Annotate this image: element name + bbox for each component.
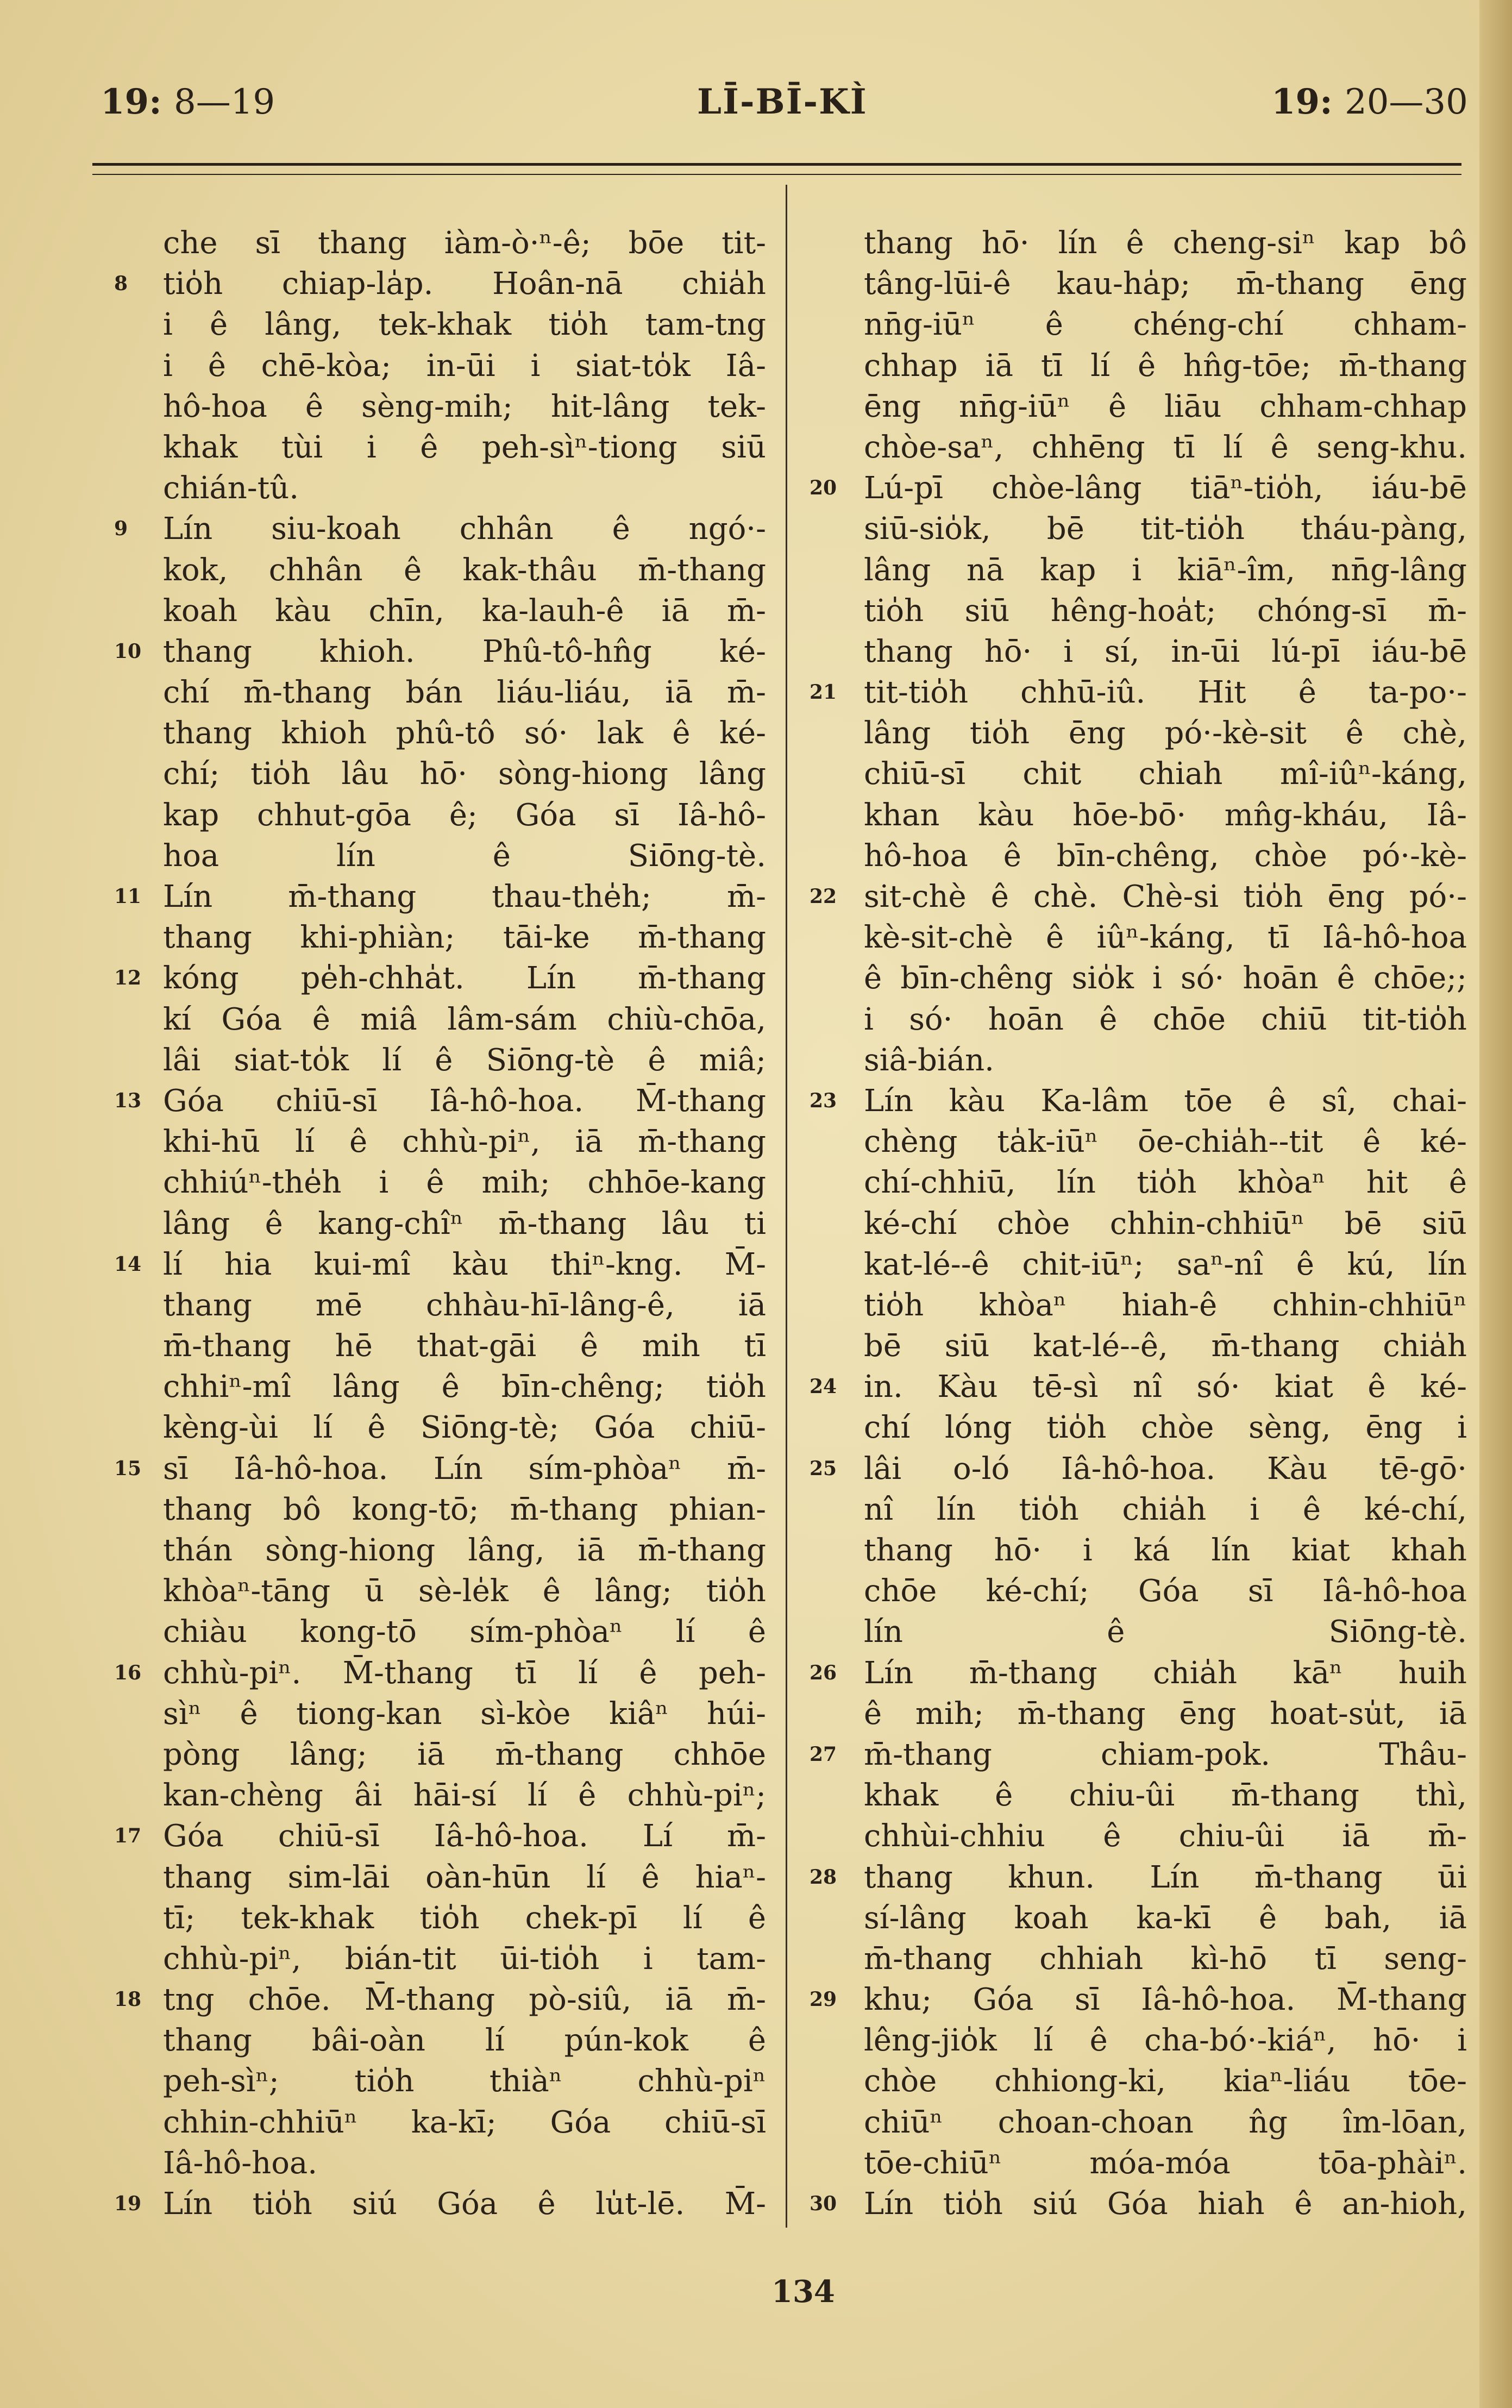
line-text: hoa lín ê Siōng-tè. <box>163 838 766 874</box>
line-text: chí; tio̍h lâu hō· sòng-hiong lâng <box>163 756 766 792</box>
line-text: kok, chhân ê kak-thâu m̄-thang <box>163 552 766 588</box>
line-text: chòe-saⁿ, chhēng tī lí ê seng-khu. <box>864 429 1467 465</box>
text-line <box>864 591 1467 631</box>
line-text: Góa chiū-sī Iâ-hô-hoa. Lí m̄- <box>163 1818 766 1854</box>
text-line <box>163 304 766 345</box>
text-line <box>163 2102 766 2143</box>
text-line <box>163 999 766 1040</box>
line-text: kí Góa ê miâ lâm-sám chiù-chōa, <box>163 1001 766 1037</box>
verse-number: 29 <box>810 1988 837 2011</box>
line-text: thang khioh. Phû-tô-hn̂g ké- <box>163 634 766 669</box>
line-text: chhiúⁿ-the̍h i ê mih; chhōe-kang <box>163 1165 766 1201</box>
line-text: chhù-piⁿ. M̄-thang tī lí ê peh- <box>163 1655 766 1691</box>
text-line <box>163 1489 766 1530</box>
header-right-range: 20—30 <box>1344 82 1468 122</box>
line-text: lâi o-ló Iâ-hô-hoa. Kàu tē-gō· <box>864 1451 1467 1487</box>
left-column <box>114 223 766 2224</box>
text-line <box>864 631 1467 672</box>
text-line <box>810 1653 1467 1694</box>
line-text: Lín m̄-thang thau-the̍h; m̄- <box>163 879 766 914</box>
verse-number: 23 <box>810 1089 837 1112</box>
line-text: tit-tio̍h chhū-iû. Hit ê ta-po·- <box>864 675 1467 711</box>
text-line <box>864 1530 1467 1571</box>
text-line <box>864 386 1467 427</box>
verse-number: 14 <box>114 1252 142 1276</box>
text-line <box>810 1081 1467 1121</box>
line-text: thang sim-lāi oàn-hūn lí ê hiaⁿ- <box>163 1859 766 1895</box>
text-line <box>864 754 1467 794</box>
line-text: khi-hū lí ê chhù-piⁿ, iā m̄-thang <box>163 1124 766 1160</box>
line-text: hô-hoa ê bīn-chêng, chòe pó·-kè- <box>864 838 1467 874</box>
line-text: tī; tek-khak tio̍h chek-pī lí ê <box>163 1900 766 1936</box>
text-line <box>163 591 766 631</box>
line-text: hô-hoa ê sèng-mih; hit-lâng tek- <box>163 388 766 424</box>
line-text: che sī thang iàm-ò·ⁿ-ê; bōe tit- <box>163 225 766 261</box>
text-line <box>163 1857 766 1898</box>
line-text: kat-lé--ê chit-iūⁿ; saⁿ-nî ê kú, lín <box>864 1246 1467 1282</box>
text-line <box>163 1326 766 1366</box>
line-text: tâng-lūi-ê kau-ha̍p; m̄-thang ēng <box>864 266 1467 302</box>
header-left-reference <box>101 81 275 122</box>
line-text: i ê lâng, tek-khak tio̍h tam-tng <box>163 307 766 343</box>
line-text: thán sòng-hiong lâng, iā m̄-thang <box>163 1533 766 1568</box>
verse-number: 20 <box>810 476 837 500</box>
verse-number: 28 <box>810 1865 837 1889</box>
text-line <box>163 795 766 836</box>
line-text: chí m̄-thang bán liáu-liáu, iā m̄- <box>163 675 766 711</box>
line-text: khu; Góa sī Iâ-hô-hoa. M̄-thang <box>864 1982 1467 2018</box>
text-line <box>864 264 1467 304</box>
verse-number: 21 <box>810 681 837 704</box>
verse-number: 18 <box>114 1988 142 2011</box>
header-left-range: 8—19 <box>173 82 275 122</box>
header-right-chapter: 19: <box>1271 81 1333 122</box>
line-text: pòng lâng; iā m̄-thang chhōe <box>163 1736 766 1772</box>
verse-number: 13 <box>114 1089 142 1112</box>
text-line <box>114 1653 766 1694</box>
text-line <box>810 1734 1467 1775</box>
text-line <box>864 1489 1467 1530</box>
line-text: kèng-ùi lí ê Siōng-tè; Góa chiū- <box>163 1410 766 1446</box>
text-line <box>163 223 766 264</box>
text-line <box>810 1366 1467 1407</box>
verse-number: 9 <box>114 517 128 541</box>
verse-number: 11 <box>114 885 142 908</box>
text-line <box>864 795 1467 836</box>
text-line <box>810 1448 1467 1489</box>
text-line <box>163 754 766 794</box>
column-divider <box>786 185 787 2228</box>
line-text: Iâ-hô-hoa. <box>163 2145 318 2181</box>
line-text: nî lín tio̍h chia̍h i ê ké-chí, <box>864 1491 1467 1527</box>
verse-number: 19 <box>114 2192 142 2215</box>
line-text: thang khi-phiàn; tāi-ke m̄-thang <box>163 920 766 956</box>
text-line <box>810 672 1467 713</box>
text-line <box>810 2184 1467 2224</box>
text-line <box>864 1816 1467 1857</box>
line-text: thang bô kong-tō; m̄-thang phian- <box>163 1491 766 1527</box>
text-line <box>864 427 1467 468</box>
text-line <box>163 917 766 958</box>
line-text: thang mē chhàu-hī-lâng-ê, iā <box>163 1287 766 1323</box>
text-line <box>163 427 766 468</box>
line-text: tio̍h chiap-la̍p. Hoân-nā chia̍h <box>163 266 766 302</box>
line-text: Lín tio̍h siú Góa hiah ê an-hioh, <box>864 2186 1467 2222</box>
line-text: sī Iâ-hô-hoa. Lín sím-phòaⁿ m̄- <box>163 1451 766 1487</box>
text-line <box>864 1121 1467 1162</box>
line-text: chhin-chhiūⁿ ka-kī; Góa chiū-sī <box>163 2104 766 2140</box>
line-text: ê mih; m̄-thang ēng hoat-su̍t, iā <box>864 1696 1467 1732</box>
line-text: chiū-sī chit chiah mî-iûⁿ-káng, <box>864 756 1467 792</box>
text-line <box>163 1775 766 1816</box>
text-line <box>864 1326 1467 1366</box>
verse-number: 12 <box>114 967 142 990</box>
header-right-reference <box>1271 81 1468 122</box>
text-line <box>114 509 766 549</box>
text-line <box>864 2143 1467 2184</box>
line-text: sí-lâng koah ka-kī ê bah, iā <box>864 1900 1467 1936</box>
line-text: Lín tio̍h siú Góa ê lu̍t-lē. M̄- <box>163 2186 766 2222</box>
line-text: kè-sit-chè ê iûⁿ-káng, tī Iâ-hô-hoa <box>864 920 1467 956</box>
line-text: chòe chhiong-ki, kiaⁿ-liáu tōe- <box>864 2064 1467 2099</box>
line-text: m̄-thang chiam-pok. Thâu- <box>864 1736 1467 1772</box>
line-text: tio̍h khòaⁿ hiah-ê chhin-chhiūⁿ <box>864 1287 1467 1323</box>
line-text: thang hō· i ká lín kiat khah <box>864 1533 1467 1568</box>
line-text: chèng ta̍k-iūⁿ ōe-chia̍h--tit ê ké- <box>864 1124 1467 1160</box>
line-text: siū-sio̍k, bē tit-tio̍h tháu-pàng, <box>864 511 1467 547</box>
line-text: chí lóng tio̍h chòe sèng, ēng i <box>864 1410 1467 1446</box>
text-line <box>114 1448 766 1489</box>
text-line <box>163 1366 766 1407</box>
verse-number: 26 <box>810 1661 837 1684</box>
line-text: lâi siat-to̍k lí ê Siōng-tè ê miâ; <box>163 1042 766 1078</box>
text-line <box>864 2020 1467 2061</box>
header-rule-thick <box>92 163 1461 166</box>
text-line <box>810 1979 1467 2020</box>
text-line <box>114 1081 766 1121</box>
line-text: sit-chè ê chè. Chè-si tio̍h ēng pó·- <box>864 879 1467 914</box>
text-line <box>114 264 766 304</box>
text-line <box>163 713 766 754</box>
text-line <box>163 2143 766 2184</box>
text-line <box>864 304 1467 345</box>
line-text: kan-chèng âi hāi-sí lí ê chhù-piⁿ; <box>163 1778 766 1814</box>
verse-number: 25 <box>810 1457 837 1480</box>
line-text: tng chōe. M̄-thang pò-siû, iā m̄- <box>163 1982 766 2018</box>
line-text: chhiⁿ-mî lâng ê bīn-chêng; tio̍h <box>163 1369 766 1405</box>
line-text: chiàu kong-tō sím-phòaⁿ lí ê <box>163 1614 766 1650</box>
text-line <box>864 999 1467 1040</box>
verse-number: 10 <box>114 639 142 663</box>
line-text: koah kàu chīn, ka-lauh-ê iā m̄- <box>163 593 766 629</box>
line-text: khak ê chiu-ûi m̄-thang thì, <box>864 1778 1467 1814</box>
text-line <box>114 1816 766 1857</box>
text-line <box>864 1162 1467 1203</box>
text-line <box>864 1898 1467 1939</box>
line-text: ēng nn̄g-iūⁿ ê liāu chham-chhap <box>864 388 1467 424</box>
text-line <box>864 1244 1467 1285</box>
line-text: chí-chhiū, lín tio̍h khòaⁿ hit ê <box>864 1165 1467 1201</box>
line-text: tōe-chiūⁿ móa-móa tōa-phàiⁿ. <box>864 2145 1467 2181</box>
text-line <box>163 346 766 386</box>
running-header <box>0 81 1512 130</box>
verse-number: 24 <box>810 1375 837 1399</box>
line-text: chián-tû. <box>163 471 299 506</box>
text-line <box>163 1407 766 1448</box>
line-text: i só· hoān ê chōe chiū tit-tio̍h <box>864 1001 1467 1037</box>
text-line <box>163 836 766 876</box>
text-line <box>864 223 1467 264</box>
text-line <box>114 958 766 999</box>
text-line <box>163 2061 766 2102</box>
text-line <box>163 386 766 427</box>
text-line <box>864 1571 1467 1611</box>
line-text: peh-sìⁿ; tio̍h thiàⁿ chhù-piⁿ <box>163 2064 766 2099</box>
page-edge <box>1479 0 1512 2408</box>
text-line <box>163 1162 766 1203</box>
line-text: Lín siu-koah chhân ê ngó·- <box>163 511 766 547</box>
text-line <box>163 1611 766 1652</box>
text-line <box>163 672 766 713</box>
text-line <box>114 1979 766 2020</box>
line-text: i ê chē-kòa; in-ūi i siat-to̍k Iâ- <box>163 348 766 384</box>
text-line <box>163 1734 766 1775</box>
text-line <box>810 876 1467 917</box>
text-line <box>864 1203 1467 1244</box>
text-line <box>864 1939 1467 1979</box>
line-text: nn̄g-iūⁿ ê chéng-chí chham- <box>864 307 1467 343</box>
right-column <box>810 223 1467 2224</box>
verse-number: 15 <box>114 1457 142 1480</box>
line-text: Lín m̄-thang chia̍h kāⁿ huih <box>864 1655 1467 1691</box>
line-text: ê bīn-chêng sio̍k i só· hoān ê chōe;; <box>864 961 1467 996</box>
verse-number: 17 <box>114 1824 142 1848</box>
line-text: lêng-jio̍k lí ê cha-bó·-kiáⁿ, hō· i <box>864 2023 1467 2059</box>
verse-number: 8 <box>114 272 128 296</box>
line-text: ké-chí chòe chhin-chhiūⁿ bē siū <box>864 1206 1467 1241</box>
text-line <box>864 1407 1467 1448</box>
text-line <box>163 1285 766 1326</box>
line-text: lín ê Siōng-tè. <box>864 1614 1467 1650</box>
line-text: khòaⁿ-tāng ū sè-le̍k ê lâng; tio̍h <box>163 1573 766 1609</box>
text-line <box>864 1611 1467 1652</box>
line-text: kóng pe̍h-chha̍t. Lín m̄-thang <box>163 961 766 996</box>
page-number: 134 <box>771 2274 835 2310</box>
line-text: chōe ké-chí; Góa sī Iâ-hô-hoa <box>864 1573 1467 1609</box>
line-text: thang hō· lín ê cheng-siⁿ kap bô <box>864 225 1467 261</box>
line-text: thang khioh phû-tô só· lak ê ké- <box>163 716 766 751</box>
line-text: chhap iā tī lí ê hn̂g-tōe; m̄-thang <box>864 348 1467 384</box>
line-text: m̄-thang hē that-gāi ê mih tī <box>163 1328 766 1364</box>
line-text: thang hō· i sí, in-ūi lú-pī iáu-bē <box>864 634 1467 669</box>
verse-number: 27 <box>810 1742 837 1766</box>
text-line <box>864 346 1467 386</box>
text-line <box>864 550 1467 591</box>
line-text: in. Kàu tē-sì nî só· kiat ê ké- <box>864 1369 1467 1405</box>
line-text: Góa chiū-sī Iâ-hô-hoa. M̄-thang <box>163 1083 766 1119</box>
verse-number: 16 <box>114 1661 142 1684</box>
text-line <box>163 1898 766 1939</box>
text-line <box>163 1203 766 1244</box>
text-line <box>864 509 1467 549</box>
line-text: khak tùi i ê peh-sìⁿ-tiong siū <box>163 429 766 465</box>
line-text: sìⁿ ê tiong-kan sì-kòe kiâⁿ húi- <box>163 1696 766 1732</box>
text-line <box>864 836 1467 876</box>
verse-number: 22 <box>810 885 837 908</box>
line-text: bē siū kat-lé--ê, m̄-thang chia̍h <box>864 1328 1467 1364</box>
text-line <box>163 550 766 591</box>
text-line <box>114 2184 766 2224</box>
text-line <box>163 1694 766 1734</box>
book-title: LĪ-BĪ-KÌ <box>697 81 868 122</box>
line-text: khan kàu hōe-bō· mn̂g-kháu, Iâ- <box>864 797 1467 833</box>
line-text: lí hia kui-mî kàu thiⁿ-kng. M̄- <box>163 1246 766 1282</box>
text-line <box>864 1694 1467 1734</box>
text-line <box>864 2102 1467 2143</box>
text-line <box>864 2061 1467 2102</box>
text-line <box>163 1040 766 1081</box>
line-text: Lín kàu Ka-lâm tōe ê sî, chai- <box>864 1083 1467 1119</box>
header-left-chapter: 19: <box>101 81 162 122</box>
line-text: chhù-piⁿ, bián-tit ūi-tio̍h i tam- <box>163 1941 766 1977</box>
line-text: thang bâi-oàn lí pún-kok ê <box>163 2023 766 2059</box>
text-line <box>114 1244 766 1285</box>
text-line <box>810 468 1467 509</box>
text-line <box>864 1040 1467 1081</box>
text-line <box>864 958 1467 999</box>
text-line <box>163 1571 766 1611</box>
line-text: m̄-thang chhiah kì-hō tī seng- <box>864 1941 1467 1977</box>
line-text: siâ-bián. <box>864 1042 994 1078</box>
line-text: Lú-pī chòe-lâng tiāⁿ-tio̍h, iáu-bē <box>864 471 1467 506</box>
text-line <box>864 713 1467 754</box>
line-text: thang khun. Lín m̄-thang ūi <box>864 1859 1467 1895</box>
header-rule-thin <box>92 174 1461 175</box>
text-line <box>114 876 766 917</box>
line-text: kap chhut-gōa ê; Góa sī Iâ-hô- <box>163 797 766 833</box>
text-line <box>163 1121 766 1162</box>
text-line <box>864 917 1467 958</box>
text-line <box>810 1857 1467 1898</box>
text-line <box>864 1775 1467 1816</box>
line-text: tio̍h siū hêng-hoa̍t; chóng-sī m̄- <box>864 593 1467 629</box>
text-line <box>163 1530 766 1571</box>
text-line <box>163 1939 766 1979</box>
line-text: lâng tio̍h ēng pó·-kè-sit ê chè, <box>864 716 1467 751</box>
line-text: lâng nā kap i kiāⁿ-îm, nn̄g-lâng <box>864 552 1467 588</box>
text-line <box>163 2020 766 2061</box>
line-text: lâng ê kang-chîⁿ m̄-thang lâu ti <box>163 1206 766 1241</box>
line-text: chhùi-chhiu ê chiu-ûi iā m̄- <box>864 1818 1467 1854</box>
verse-number: 30 <box>810 2192 837 2215</box>
text-line <box>864 1285 1467 1326</box>
text-line <box>114 631 766 672</box>
line-text: chiūⁿ choan-choan n̂g îm-lōan, <box>864 2104 1467 2140</box>
text-line <box>163 468 766 509</box>
